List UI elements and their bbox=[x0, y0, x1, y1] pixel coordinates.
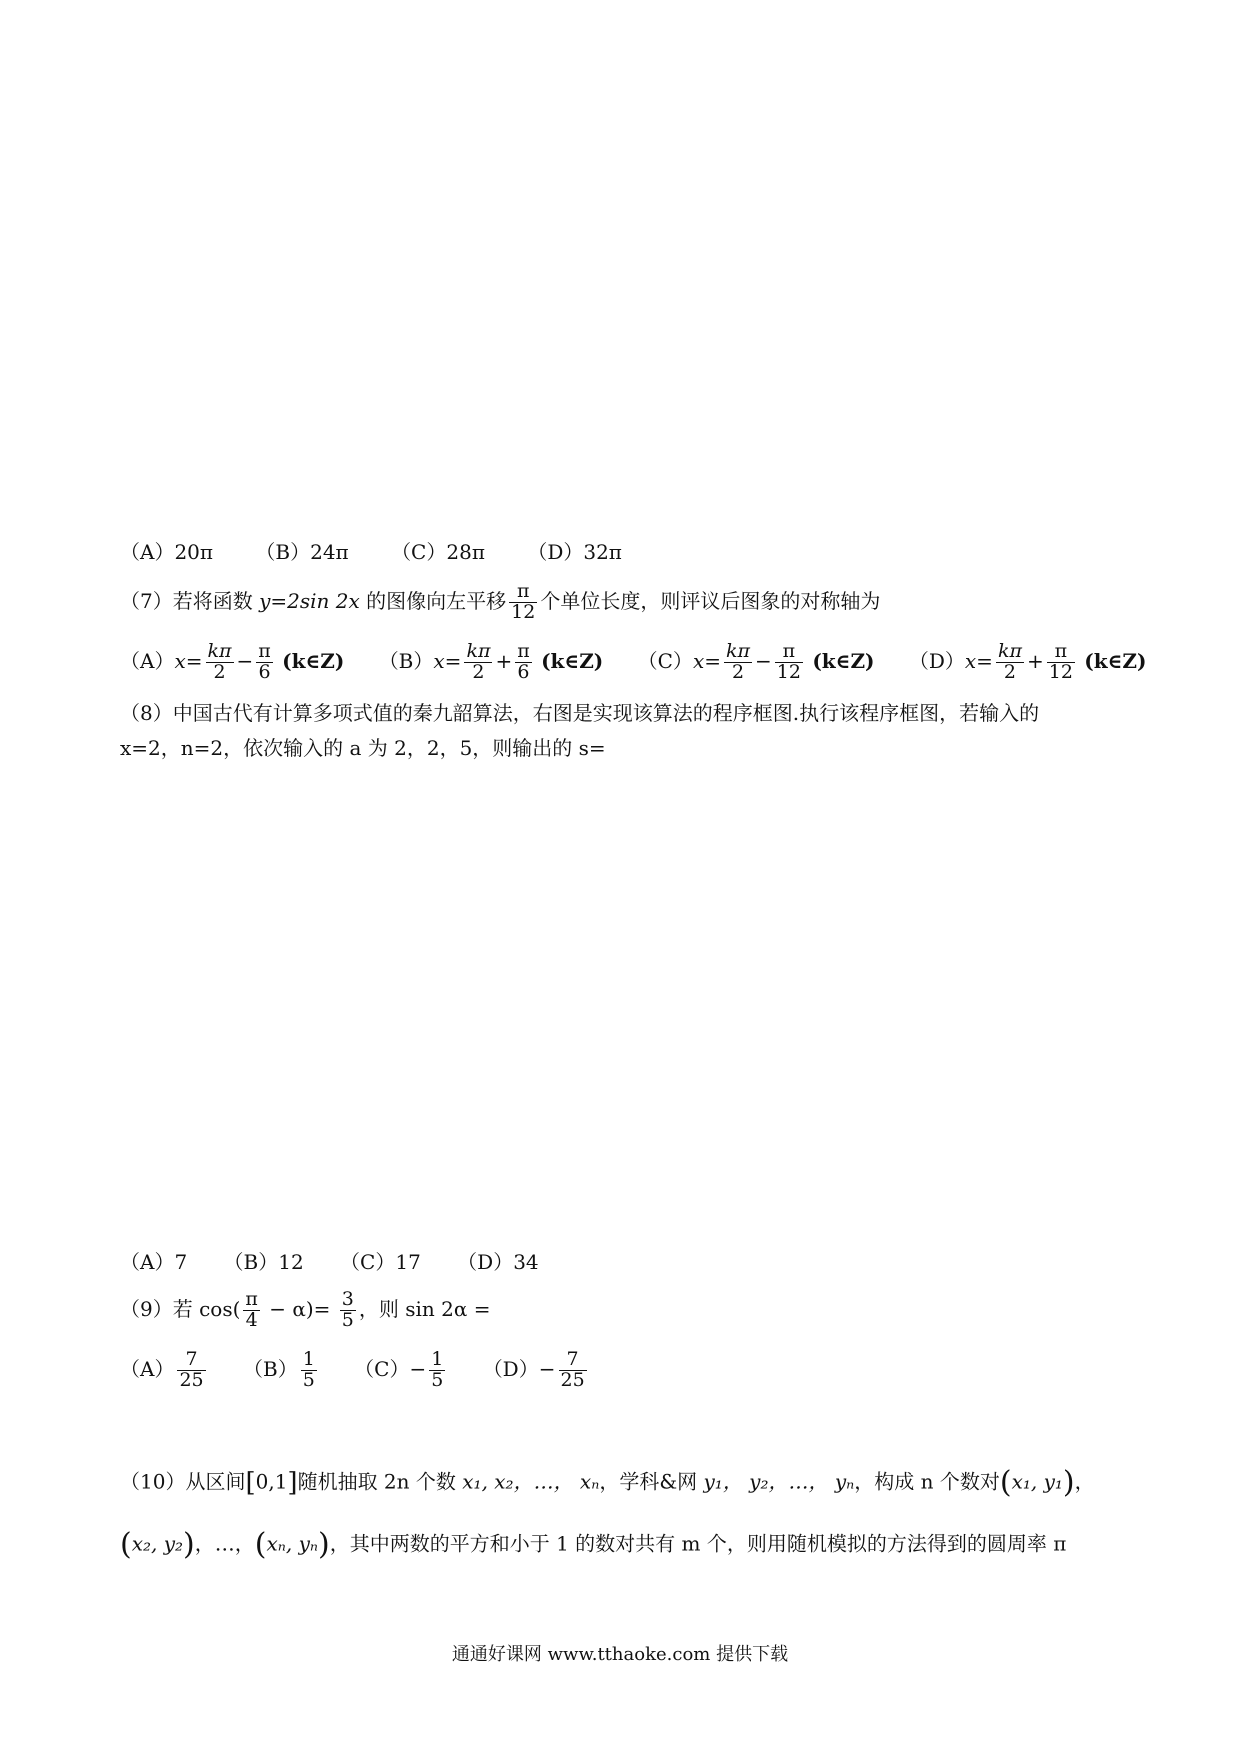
paren-open: ( bbox=[120, 1527, 132, 1562]
q9-option-frac bbox=[559, 1350, 587, 1391]
frac-den: 2 bbox=[472, 660, 485, 683]
q10-text-1: （10）从区间 bbox=[120, 1469, 246, 1494]
q10-ellipsis: ，…， bbox=[194, 1531, 255, 1556]
q7-options bbox=[120, 642, 1146, 683]
paren-close: ) bbox=[183, 1527, 195, 1562]
q7-frac-2 bbox=[775, 642, 803, 683]
q8-option-d: （D）34 bbox=[457, 1250, 539, 1274]
q10-text-5: ，其中两数的平方和小于 1 的数对共有 m 个，则用随机模拟的方法得到的圆周率 π bbox=[329, 1531, 1067, 1556]
page-footer: 通通好课网 www.tthaoke.com 提供下载 bbox=[451, 1644, 789, 1665]
frac-num: 1 bbox=[431, 1348, 444, 1370]
q8-options bbox=[120, 1252, 575, 1272]
frac-den: 25 bbox=[560, 1368, 585, 1391]
q7-op: + bbox=[495, 648, 513, 673]
q10-pair-1: x₁, y₁ bbox=[1011, 1469, 1063, 1494]
q9-option-frac bbox=[301, 1350, 317, 1391]
q7-option-a bbox=[120, 642, 344, 683]
q9-option-label: （B） bbox=[243, 1356, 298, 1381]
frac-num: kπ bbox=[725, 640, 750, 662]
q6-option-d: （D）32π bbox=[527, 540, 622, 564]
frac-num: kπ bbox=[466, 640, 491, 662]
q9-option-a bbox=[120, 1350, 209, 1391]
frac-num: π bbox=[258, 640, 271, 662]
q7-prefix: （7）若将函数 bbox=[120, 588, 260, 613]
q7-set: (k∈Z) bbox=[1084, 648, 1147, 673]
q7-option-d bbox=[909, 642, 1147, 683]
q7-set: (k∈Z) bbox=[282, 648, 345, 673]
q10-text-4: ，构成 n 个数对 bbox=[854, 1469, 1000, 1494]
q7-lhs: x= bbox=[433, 648, 462, 673]
interval-close-bracket: ] bbox=[287, 1468, 298, 1498]
q10-interval: 0,1 bbox=[255, 1469, 288, 1494]
paren-close: ) bbox=[318, 1527, 330, 1562]
q9-sign: − bbox=[409, 1356, 427, 1381]
q9-option-label: （D） bbox=[482, 1356, 539, 1381]
q8-line-1: （8）中国古代有计算多项式值的秦九韶算法，右图是实现该算法的程序框图.执行该程序框图，若输入的 bbox=[120, 701, 1040, 725]
q10-text-2: 随机抽取 2n 个数 bbox=[297, 1469, 463, 1494]
q7-option-c bbox=[638, 642, 875, 683]
q9-option-label: （A） bbox=[120, 1356, 175, 1381]
q7-mid: 的图像向左平移 bbox=[359, 588, 507, 613]
q9-frac-angle bbox=[243, 1290, 260, 1331]
q7-op: + bbox=[1026, 648, 1044, 673]
frac-num: 3 bbox=[341, 1288, 354, 1310]
q7-frac-2 bbox=[1047, 642, 1075, 683]
frac-den: 5 bbox=[341, 1308, 354, 1331]
frac-den: 6 bbox=[258, 660, 271, 683]
frac-den: 5 bbox=[431, 1368, 444, 1391]
q9-prefix: （9）若 cos( bbox=[120, 1296, 241, 1321]
frac-den: 12 bbox=[776, 660, 801, 683]
q10-line-1: （10）从区间[0,1]随机抽取 2n 个数 x₁, x₂，…， xₙ，学科&网 y₁， y₂，…， yₙ，构成 n 个数对(x₁, y₁)， bbox=[120, 1465, 1095, 1500]
q8-option-a: （A）7 bbox=[120, 1250, 188, 1274]
q7-frac-2 bbox=[515, 642, 532, 683]
q7-func: y=2sin 2x bbox=[259, 588, 360, 613]
q9-option-frac bbox=[177, 1350, 205, 1391]
q9-suffix: ，则 sin 2α = bbox=[358, 1296, 491, 1321]
q7-shift-den: 12 bbox=[511, 600, 536, 623]
q7-frac-1 bbox=[996, 642, 1024, 683]
q7-lhs: x= bbox=[964, 648, 993, 673]
q9-option-frac bbox=[429, 1350, 445, 1391]
q7-frac-1 bbox=[206, 642, 234, 683]
q9-option-c bbox=[354, 1350, 448, 1391]
q9-option-label: （C） bbox=[354, 1356, 410, 1381]
q7-lhs: x= bbox=[174, 648, 203, 673]
q7-lhs: x= bbox=[692, 648, 721, 673]
q6-option-c: （C）28π bbox=[391, 540, 485, 564]
q10-pair-2: x₂, y₂ bbox=[131, 1531, 184, 1556]
q7-frac-1 bbox=[724, 642, 752, 683]
paren-close: ) bbox=[1062, 1465, 1075, 1500]
q7-set: (k∈Z) bbox=[812, 648, 875, 673]
q10-line-2 bbox=[120, 1527, 1067, 1562]
frac-num: kπ bbox=[997, 640, 1022, 662]
q8-option-c: （C）17 bbox=[340, 1250, 421, 1274]
q7-set: (k∈Z) bbox=[541, 648, 604, 673]
paren-open: ( bbox=[254, 1527, 267, 1562]
q10-text-3: ，学科&网 bbox=[599, 1469, 704, 1494]
frac-den: 5 bbox=[302, 1368, 315, 1391]
q7-frac-1 bbox=[464, 642, 492, 683]
frac-den: 2 bbox=[731, 660, 745, 683]
q7-option-label: （D） bbox=[908, 648, 965, 673]
interval-open-bracket: [ bbox=[245, 1468, 256, 1498]
frac-num: 7 bbox=[177, 1350, 205, 1371]
q10-x-sequence: x₁, x₂，…， xₙ bbox=[462, 1469, 600, 1494]
q7-suffix: 个单位长度，则评议后图象的对称轴为 bbox=[540, 588, 881, 613]
q7-op: − bbox=[236, 648, 254, 673]
q7-option-label: （C） bbox=[637, 648, 693, 673]
q9-frac-value bbox=[340, 1290, 356, 1331]
q7-op: − bbox=[755, 648, 772, 673]
q9-stem bbox=[120, 1290, 491, 1331]
q7-option-b bbox=[379, 642, 604, 683]
frac-den: 2 bbox=[1003, 660, 1016, 683]
frac-num: π bbox=[517, 640, 530, 662]
frac-num: 1 bbox=[302, 1348, 315, 1370]
q8-option-b: （B）12 bbox=[223, 1250, 304, 1274]
q6-option-a: （A）20π bbox=[120, 540, 214, 564]
frac-num: π bbox=[1047, 642, 1075, 663]
q7-option-label: （A） bbox=[120, 648, 175, 673]
q10-pair-n: xₙ, yₙ bbox=[266, 1531, 318, 1556]
frac-num: π bbox=[775, 642, 803, 663]
frac-den: 25 bbox=[179, 1368, 204, 1391]
frac-den: 4 bbox=[245, 1308, 258, 1331]
q6-options bbox=[120, 542, 658, 562]
frac-den: 6 bbox=[517, 660, 530, 683]
q9-option-d bbox=[483, 1350, 590, 1391]
frac-den: 12 bbox=[1048, 660, 1073, 683]
q8-line-2: x=2，n=2，依次输入的 a 为 2，2，5，则输出的 s= bbox=[120, 736, 606, 760]
q7-shift-fraction bbox=[509, 582, 537, 623]
q9-mid: − α)= bbox=[262, 1296, 337, 1321]
q7-shift-num: π bbox=[509, 582, 537, 603]
q10-y-sequence: y₁， y₂，…， yₙ bbox=[703, 1469, 855, 1494]
frac-num: 7 bbox=[559, 1350, 587, 1371]
frac-den: 2 bbox=[213, 660, 226, 683]
q7-stem bbox=[120, 582, 880, 623]
q9-options bbox=[120, 1350, 626, 1391]
q7-frac-2 bbox=[256, 642, 273, 683]
q6-option-b: （B）24π bbox=[255, 540, 349, 564]
frac-num: kπ bbox=[207, 640, 232, 662]
q9-option-b bbox=[243, 1350, 320, 1391]
q9-sign: − bbox=[538, 1356, 556, 1381]
q7-option-label: （B） bbox=[378, 648, 434, 673]
frac-num: π bbox=[245, 1288, 258, 1310]
paren-open: ( bbox=[999, 1465, 1012, 1500]
